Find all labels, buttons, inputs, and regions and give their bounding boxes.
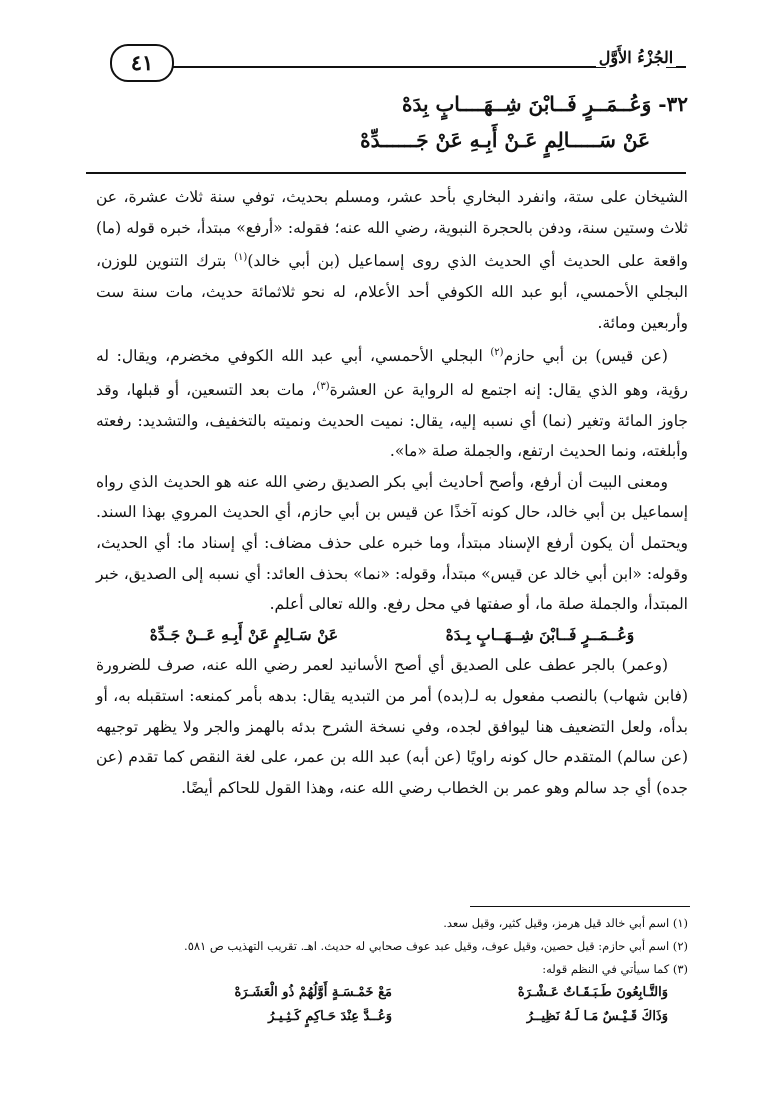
footnote: (٣) كما سيأتي في النظم قوله: [542,962,688,976]
poem-hemistich: وَالتَّـابِعُونَ طَـبَـقَـاتٌ عَـشْـرَهْ [517,985,668,1000]
footnote-separator [470,906,690,907]
commentary-text [96,182,688,803]
paragraph: ومعنى البيت أن أرفع، وأصح أحاديث أبي بكر الصديق رضي الله عنه هو الحديث الذي رواه إسماعيل بن أبي خالد، حال كونه آخذًا عن قيس بن أبي حازم، أي الحديث المروي بهذا السند. ويحتمل أن يكون أرفع الإسناد مبتدأ، وما خبره على حذف مضاف: أي إسناد ما: أي الحديث، وقوله: «ابن أبي خالد عن قيس» مبتدأ، وقوله: «نما» بحذف العائد: أي نسبه إلى الصديق، خبر المبتدأ، والجملة صلة ما، أو صفتها في محل رفع. والله تعالى أعلم. [96,472,688,614]
verse-quote [96,620,688,651]
page-header [96,44,686,84]
header-rule-left [166,66,606,68]
footnote-ref: (٢) [490,347,504,359]
verse-line-2: عَنْ سَـــــالِمٍ عَـنْ أَبِـهِ عَنْ جَــــــدِّهْ [360,128,650,152]
footnote-ref: (٣) [316,380,330,392]
poem-hemistich: وَذَاكَ قَـيْـسٌ مَـا لَـهُ نَظِيــرُ [526,1009,668,1024]
poem-hemistich: مَعْ خَمْـسَـةٍ أَوَّلُهُمْ ذُو الْعَشَـرَهْ [234,985,392,1000]
footnote-ref: (١) [234,252,248,264]
footnote-poem [96,981,688,1029]
footnotes [96,912,688,1029]
footnote: (٢) اسم أبي حازم: قيل حصين، وقيل عوف، وقيل عبد عوف صحابي له حديث. اهـ. تقريب التهذيب ص ٥٨١. [184,939,688,953]
paragraph: (عن قيس) بن أبي حازم$^{(٢)}$ البجلي الأحمسي، أبي عبد الله الكوفي مخضرم، ويقال: له رؤية، وهو الذي يقال: إنه اجتمع له الرواية عن العشرة$^{(٣)}$، مات بعد التسعين، أو قبلها، وقد جاوز المائة وتغير (نما) أي نسبه إليه، يقال: نميت الحديث ونميته بالتخفيف، والتشديد: رفعته وأبلغته، ونما الحديث ارتفع، والجملة صلة «ما». [96,347,688,461]
paragraph: الشيخان على ستة، وانفرد البخاري بأحد عشر، ومسلم بحديث، توفي سنة ثلاث عشرة، عن ثلاث وستين سنة، ودفن بالحجرة النبوية، رضي الله عنه؛ فقوله: «أرفع» مبتدأ، خبره قوله (ما) واقعة على الحديث أي الحديث الذي روى إسماعيل (بن أبي خالد)$^{(١)}$ بترك التنوين للوزن، البجلي الأحمسي، أبو عبد الله الكوفي أحد الأعلام، له نحو ثلاثمائة حديث، مات سنة ست وأربعين ومائة. [96,188,688,332]
footnote: (١) اسم أبي خالد قيل هرمز، وقيل كثير، وقيل سعد. [443,916,688,930]
poem-hemistich: وَعُــدَّ عِنْدَ حَـاكِمٍ كَـثِـيـرُ [268,1009,392,1024]
paragraph: (وعمر) بالجر عطف على الصديق أي أصح الأسانيد لعمر رضي الله عنه، صرف للضرورة (فابن شهاب) بالنصب مفعول به لـ(بده) أمر من التبديه يقال: بدهه بأمر كمنعه: استقبله به، أو بدأه، ولعل التضعيف هنا ليوافق لجده، وفي نسخة الشرح بدئه بالهمز والجر ولا يظهر توجيهه (عن سالم) المتقدم حال كونه راويًا (عن أبه) عبد الله بن عمر، على لغة النقص كما تقدم (عن جده) أي جد سالم وهو عمر بن الخطاب رضي الله عنه، وهذا القول للحاكم أيضًا. [96,656,688,797]
verse-line-1: ٣٢- وَعُــمَــرٍ فَــابْنَ شِــهَــــابٍ بِدَهْ [401,92,688,116]
verse-hemistich-1: وَعُــمَــرٍ فَــابْنَ شِــهَــابٍ بِـدَهْ [445,624,635,644]
verse-separator [86,172,686,174]
part-title: الجُزْءُ الأَوَّل [596,48,676,67]
verse-hemistich-2: عَنْ سَـالِمٍ عَنْ أَبِـهِ عَــنْ جَـدِّهْ [149,624,339,644]
page-number: ٤١ [110,44,174,82]
